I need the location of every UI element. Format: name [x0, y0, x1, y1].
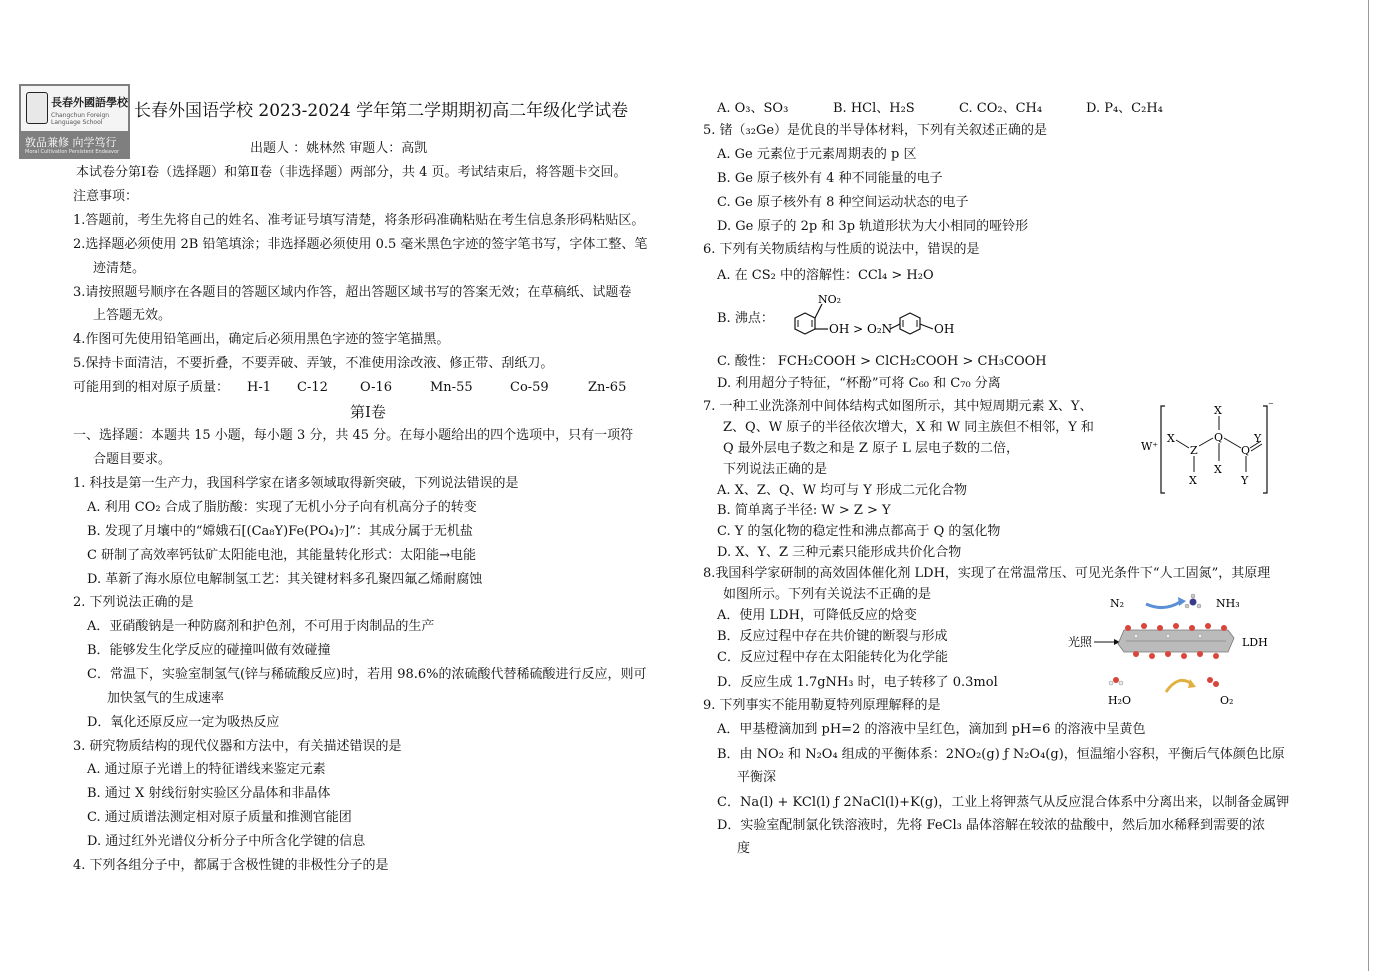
notice-2-cont: 迹清楚。: [93, 261, 146, 276]
q3-option-d: D. 通过红外光谱仪分析分子中所含化学键的信息: [87, 834, 366, 849]
logo-school-english: Changchun Foreign Language School: [51, 112, 110, 126]
q6-option-d: D. 利用超分子特征，“杯酚”可将 C₆₀ 和 C₇₀ 分离: [717, 376, 1001, 391]
atom-z: Z: [1190, 444, 1198, 457]
notice-3-cont: 上答题无效。: [93, 308, 172, 323]
no2-bond: [815, 304, 822, 318]
q4-stem: 4. 下列各组分子中，都属于含极性键的非极性分子的是: [73, 858, 389, 873]
h2o-to-o2-arrow: [1166, 680, 1192, 692]
section-1-desc: 一、选择题：本题共 15 小题，每小题 3 分，共 45 分。在每小题给出的四个选项中，只有一项符: [73, 428, 634, 443]
ldh-layer-icon: [1118, 623, 1234, 659]
exam-title: 长春外国语学校 2023-2024 学年第二学期期初高二年级化学试卷: [134, 101, 629, 121]
q2-stem: 2. 下列说法正确的是: [73, 595, 194, 610]
exam-authors: 出题人 ：姚林然 审题人：高凯: [250, 141, 428, 156]
atomic-mass-mn: Mn-55: [430, 380, 473, 395]
q2-option-b: B．能够发生化学反应的碰撞叫做有效碰撞: [87, 643, 331, 658]
logo-motto: 敦品兼修 向学笃行: [25, 136, 117, 149]
section-1-desc-cont: 合题目要求。: [93, 452, 172, 467]
atomic-mass-zn: Zn-65: [588, 380, 627, 395]
q1-option-a: A. 利用 CO₂ 合成了脂肪酸：实现了无机小分子向有机高分子的转变: [87, 500, 477, 515]
q3-stem: 3. 研究物质结构的现代仪器和方法中，有关描述错误的是: [73, 739, 402, 754]
bond-z-q: [1199, 438, 1213, 446]
hydrogen-atom-icon: [1109, 681, 1113, 685]
oxygen-molecule-icon: [1207, 677, 1213, 683]
atomic-mass-c: C-12: [297, 380, 328, 395]
q1-option-b: B. 发现了月壤中的“嫦娥石[(Ca₈Y)Fe(PO₄)₇]”：其成分属于无机盐: [87, 524, 473, 539]
q5-option-c: C. Ge 原子核外有 8 种空间运动状态的电子: [717, 195, 969, 210]
notice-label: 注意事项：: [73, 189, 139, 204]
oxygen-atom-icon: [1213, 681, 1219, 687]
q9-stem: 9. 下列事实不能用勒夏特列原理解释的是: [703, 698, 941, 713]
q7-option-c: C. Y 的氢化物的稳定性和沸点都高于 Q 的氢化物: [717, 524, 1001, 539]
q7-option-a: A. X、Z、Q、W 均可与 Y 形成二元化合物: [717, 483, 967, 498]
q8-stem-2: 如图所示。下列有关说法不正确的是: [723, 587, 932, 602]
bond-q-q: [1224, 438, 1241, 448]
nh3-molecule-icon: [1190, 599, 1197, 606]
q5-option-b: B. Ge 原子核外有 4 种不同能量的电子: [717, 171, 943, 186]
atom-x-mid: X: [1214, 463, 1222, 476]
bond-x-z: [1176, 440, 1189, 448]
atomic-mass-o: O-16: [360, 380, 393, 395]
atom-x-top: X: [1214, 404, 1222, 417]
q7-stem-2: Z、Q、W 原子的半径依次增大，X 和 W 同主族但不相邻，Y 和: [723, 420, 1094, 435]
atom-q-1: Q: [1214, 431, 1224, 444]
arrow-head-icon: [1178, 597, 1186, 606]
atom-y-bottom: Y: [1241, 474, 1249, 487]
atomic-mass-label: 可能用到的相对原子质量：: [73, 380, 230, 395]
notice-2: 2.选择题必须使用 2B 铅笔填涂；非选择题必须使用 0.5 毫米黑色字迹的签字笔书写，字体工整、笔: [73, 237, 648, 252]
anion-charge: ⁻: [1268, 399, 1274, 412]
q7-stem-3: Q 最外层电子数之和是 Z 原子 L 层电子数的二倍，: [723, 441, 1019, 456]
q5-stem: 5. 锗（₃₂Ge）是优良的半导体材料，下列有关叙述正确的是: [703, 123, 1048, 138]
school-seal-icon: [26, 92, 48, 124]
atomic-mass-co: Co-59: [510, 380, 549, 395]
nh3-label: NH₃: [1216, 597, 1240, 610]
hydrogen-atom-icon: [1185, 604, 1189, 608]
hydrogen-atom-icon: [1197, 604, 1201, 608]
oh-compare-label: OH > O₂N: [829, 322, 893, 336]
q9-option-d-cont: 度: [737, 841, 751, 856]
notice-4: 4.作图可先使用铅笔画出，确定后必须用黑色字迹的签字笔描黑。: [73, 332, 450, 347]
q6-option-a: A. 在 CS₂ 中的溶解性：CCl₄ > H₂O: [717, 268, 934, 283]
q9-option-b: B．由 NO₂ 和 N₂O₄ 组成的平衡体系：2NO₂(g) ƒ N₂O₄(g)，恒温缩小容积，平衡后气体颜色比原: [717, 747, 1285, 762]
no2-label: NO₂: [818, 293, 842, 306]
q2-option-c: C．常温下，实验室制氢气(锌与稀硫酸反应)时，若用 98.6%的浓硫酸代替稀硫酸进行反应，则可: [87, 667, 647, 682]
q1-option-c: C 研制了高效率钙钛矿太阳能电池，其能量转化形式：太阳能→电能: [87, 548, 476, 563]
atom-q-2: Q: [1241, 444, 1251, 457]
q3-option-b: B. 通过 X 射线衍射实验区分晶体和非晶体: [87, 786, 331, 801]
q4-option-d: D. P₄、C₂H₄: [1086, 101, 1163, 116]
atom-x-left: X: [1167, 432, 1175, 445]
water-molecule-icon: [1113, 677, 1119, 683]
q6-option-b: B. 沸点：: [717, 311, 774, 326]
q8-option-c: C．反应过程中存在太阳能转化为化学能: [717, 650, 948, 665]
q8-option-d: D．反应生成 1.7gNH₃ 时，电子转移了 0.3mol: [717, 675, 998, 690]
q3-option-a: A. 通过原子光谱上的特征谱线来鉴定元素: [87, 762, 326, 777]
q2-option-a: A．亚硝酸钠是一种防腐剂和护色剂，不可用于肉制品的生产: [87, 619, 435, 634]
q6-option-c: C. 酸性： FCH₂COOH > ClCH₂COOH > CH₃COOH: [717, 354, 1047, 369]
q2-option-c-cont: 加快氢气的生成速率: [107, 691, 225, 706]
logo-banner: [21, 86, 128, 131]
q7-structure-figure: [1135, 398, 1295, 498]
q7-stem: 7. 一种工业洗涤剂中间体结构式如图所示，其中短周期元素 X、Y、: [703, 399, 1093, 414]
q1-stem: 1. 科技是第一生产力，我国科学家在诸多领域取得新突破，下列说法错误的是: [73, 476, 519, 491]
logo-motto-english: Moral Cultivation Persistent Endeavor: [25, 149, 120, 155]
hydrogen-atom-icon: [1191, 594, 1195, 598]
q9-option-d: D．实验室配制氯化铁溶液时，先将 FeCl₃ 晶体溶解在较浓的盐酸中，然后加水稀释到需要的浓: [717, 818, 1266, 833]
left-bracket: [1161, 406, 1165, 493]
logo-school-name: 長春外國語學校: [51, 96, 128, 109]
q5-option-d: D. Ge 原子的 2p 和 3p 轨道形状为大小相同的哑铃形: [717, 219, 1029, 234]
q9-option-b-cont: 平衡深: [737, 770, 777, 785]
q3-option-c: C. 通过质谱法测定相对原子质量和推测官能团: [87, 810, 352, 825]
n2-to-nh3-arrow: [1146, 602, 1180, 608]
hydrogen-atom-icon: [1119, 681, 1123, 685]
light-label: 光照: [1068, 635, 1093, 649]
atom-y-right: Y: [1254, 432, 1262, 445]
q7-option-d: D. X、Y、Z 三种元素只能形成共价化合物: [717, 545, 962, 560]
section-1-title: 第Ⅰ卷: [350, 403, 386, 421]
q8-stem: 8.我国科学家研制的高效固体催化剂 LDH，实现了在常温常压、可见光条件下“人工固氮”，其原理: [703, 566, 1271, 581]
q1-option-d: D. 革新了海水原位电解制氢工艺：其关键材料多孔聚四氟乙烯耐腐蚀: [87, 572, 483, 587]
q2-option-d: D．氧化还原反应一定为吸热反应: [87, 715, 280, 730]
q7-option-b: B. 简单离子半径: W > Z > Y: [717, 503, 891, 518]
o2-label: O₂: [1220, 694, 1234, 707]
atom-x-bottom: X: [1189, 474, 1197, 487]
arrow-head-icon: [1188, 679, 1196, 688]
q5-option-a: A. Ge 元素位于元素周期表的 p 区: [717, 147, 917, 162]
oh-label: OH: [934, 322, 955, 336]
q8-option-a: A．使用 LDH，可降低反应的焓变: [717, 608, 917, 623]
q6-stem: 6. 下列有关物质结构与性质的说法中，错误的是: [703, 242, 980, 257]
ldh-label: LDH: [1242, 636, 1268, 649]
notice-1: 1.答题前，考生先将自己的姓名、准考证号填写清楚，将条形码准确粘贴在考生信息条形码粘贴区。: [73, 213, 645, 228]
oh-bond-2: [920, 324, 933, 329]
q4-option-b: B. HCl、H₂S: [833, 101, 915, 116]
notice-5: 5.保持卡面清洁，不要折叠，不要弄破、弄皱，不准使用涂改液、修正带、刮纸刀。: [73, 356, 554, 371]
w-ion-label: W⁺: [1141, 440, 1159, 453]
bond-q-y-double-2: [1251, 444, 1262, 451]
n2-label: N₂: [1110, 597, 1125, 610]
school-logo: [19, 84, 130, 159]
q9-option-c: C．Na(l) + KCl(l) ƒ 2NaCl(l)+K(g)，工业上将钾蒸气从反应混合体系中分离出来，以制备金属钾: [717, 795, 1290, 810]
q7-stem-4: 下列说法正确的是: [723, 462, 828, 477]
atomic-mass-h: H-1: [247, 380, 272, 395]
q8-ldh-figure: [1066, 588, 1286, 710]
q8-option-b: B．反应过程中存在共价键的断裂与形成: [717, 629, 948, 644]
q9-option-a: A．甲基橙滴加到 pH=2 的溶液中呈红色，滴加到 pH=6 的溶液中呈黄色: [717, 722, 1146, 737]
q6-boiling-point-structures: [770, 286, 980, 346]
right-bracket: [1263, 406, 1267, 493]
notice-3: 3.请按照题号顺序在各题目的答题区域内作答，超出答题区域书写的答案无效；在草稿纸、试题卷: [73, 285, 632, 300]
q4-option-c: C. CO₂、CH₄: [959, 101, 1043, 116]
h2o-label: H₂O: [1108, 694, 1132, 707]
q4-option-a: A. O₃、SO₃: [717, 101, 789, 116]
intro-text: 本试卷分第Ⅰ卷（选择题）和第Ⅱ卷（非选择题）两部分，共 4 页。考试结束后，将答题卡交回。: [76, 165, 627, 180]
page-edge-line: [1368, 0, 1369, 971]
